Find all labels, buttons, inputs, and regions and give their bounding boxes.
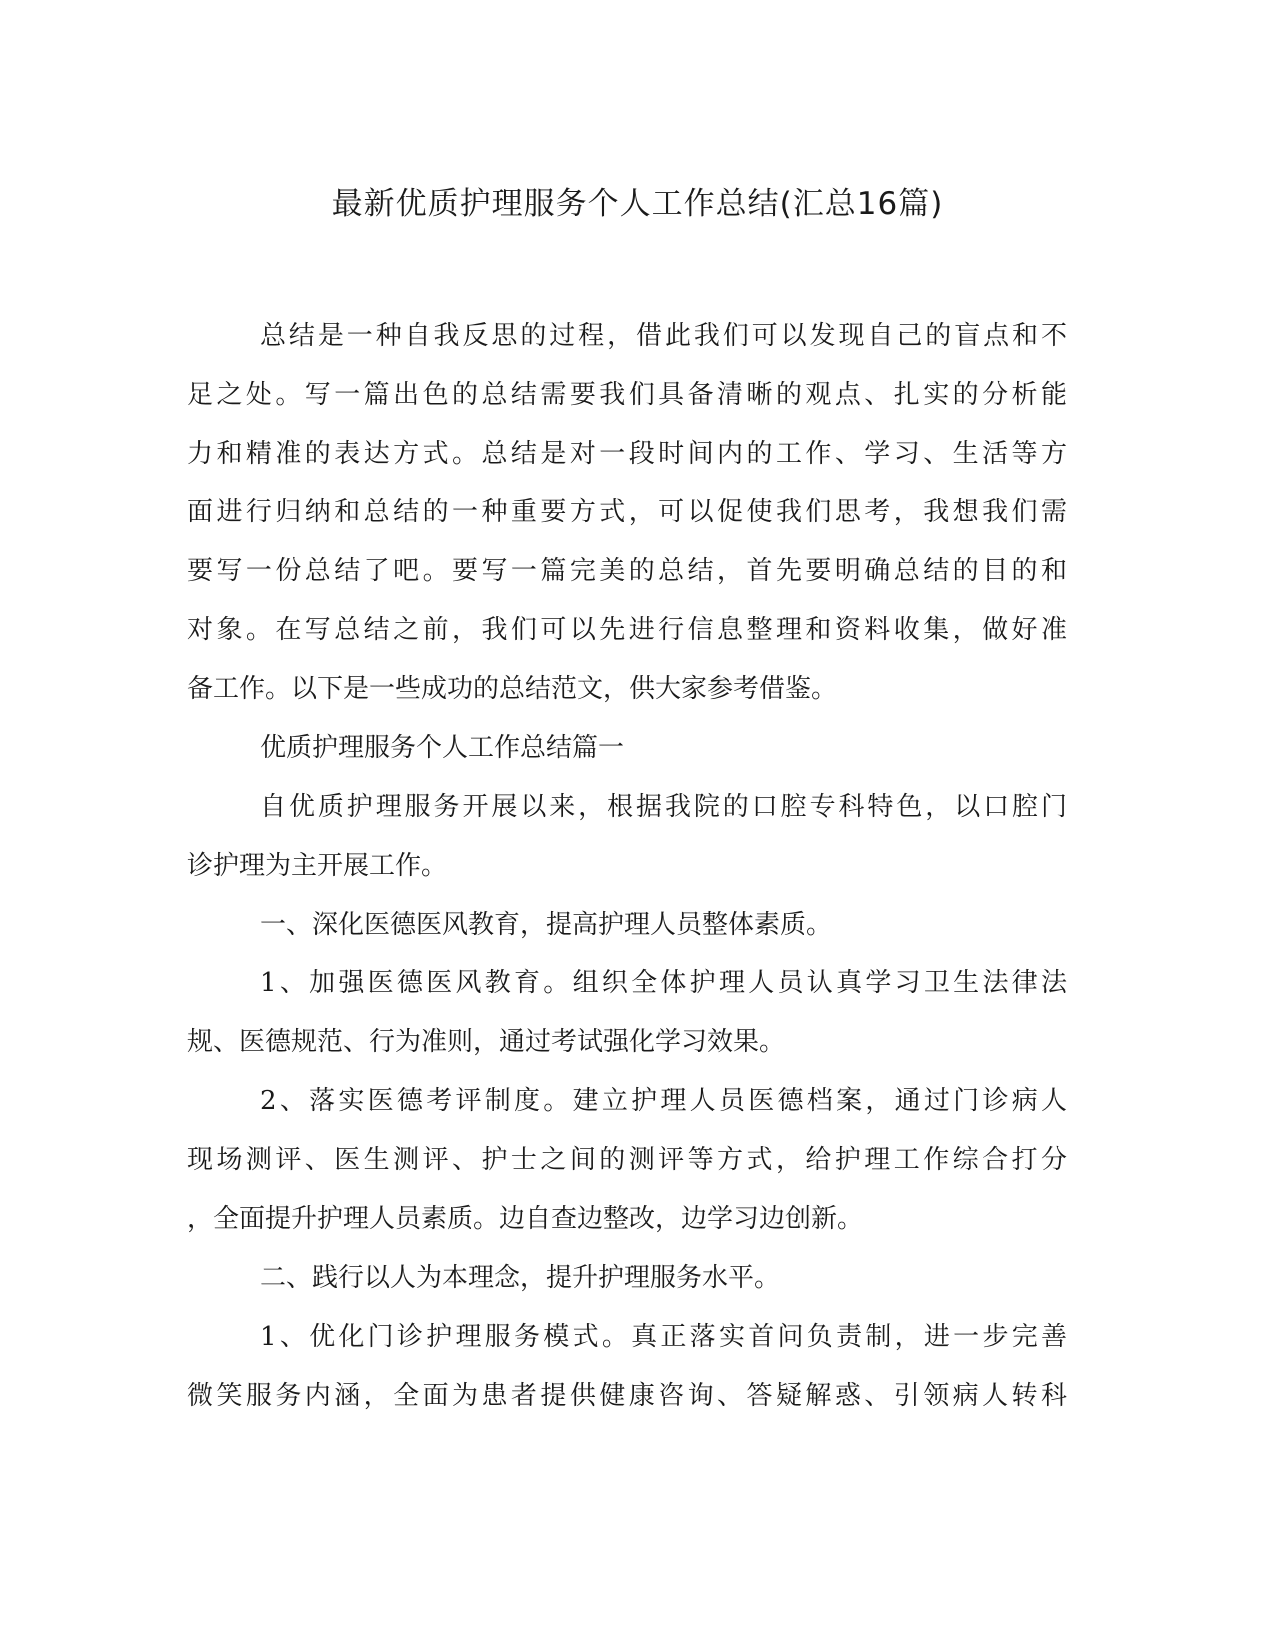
- body-line: ，全面提升护理人员素质。边自查边整改，边学习边创新。: [187, 1204, 864, 1234]
- subheading: 二、践行以人为本理念，提升护理服务水平。: [260, 1263, 781, 1293]
- body-line: 足之处。写一篇出色的总结需要我们具备清晰的观点、扎实的分析能: [187, 380, 1067, 410]
- body-line: 微笑服务内涵，全面为患者提供健康咨询、答疑解惑、引领病人转科: [187, 1381, 1067, 1411]
- body-line: 诊护理为主开展工作。: [187, 851, 448, 881]
- document-title: 最新优质护理服务个人工作总结(汇总16篇): [331, 186, 944, 222]
- body-line: 自优质护理服务开展以来，根据我院的口腔专科特色，以口腔门: [260, 792, 1067, 822]
- body-line: 面进行归纳和总结的一种重要方式，可以促使我们思考，我想我们需: [187, 497, 1067, 527]
- body-line: 现场测评、医生测评、护士之间的测评等方式，给护理工作综合打分: [187, 1145, 1067, 1175]
- body-line: 2、落实医德考评制度。建立护理人员医德档案，通过门诊病人: [260, 1086, 1067, 1116]
- body-line: 力和精准的表达方式。总结是对一段时间内的工作、学习、生活等方: [187, 439, 1067, 469]
- body-line: 备工作。以下是一些成功的总结范文，供大家参考借鉴。: [187, 674, 838, 704]
- body-line: 对象。在写总结之前，我们可以先进行信息整理和资料收集，做好准: [187, 615, 1067, 645]
- subheading: 一、深化医德医风教育，提高护理人员整体素质。: [260, 910, 833, 940]
- section-heading: 优质护理服务个人工作总结篇一: [260, 733, 625, 763]
- body-line: 1、加强医德医风教育。组织全体护理人员认真学习卫生法律法: [260, 968, 1067, 998]
- body-line: 规、医德规范、行为准则，通过考试强化学习效果。: [187, 1027, 786, 1057]
- body-line: 1、优化门诊护理服务模式。真正落实首问负责制，进一步完善: [260, 1322, 1067, 1352]
- body-line: 要写一份总结了吧。要写一篇完美的总结，首先要明确总结的目的和: [187, 556, 1067, 586]
- body-line: 总结是一种自我反思的过程，借此我们可以发现自己的盲点和不: [260, 321, 1067, 351]
